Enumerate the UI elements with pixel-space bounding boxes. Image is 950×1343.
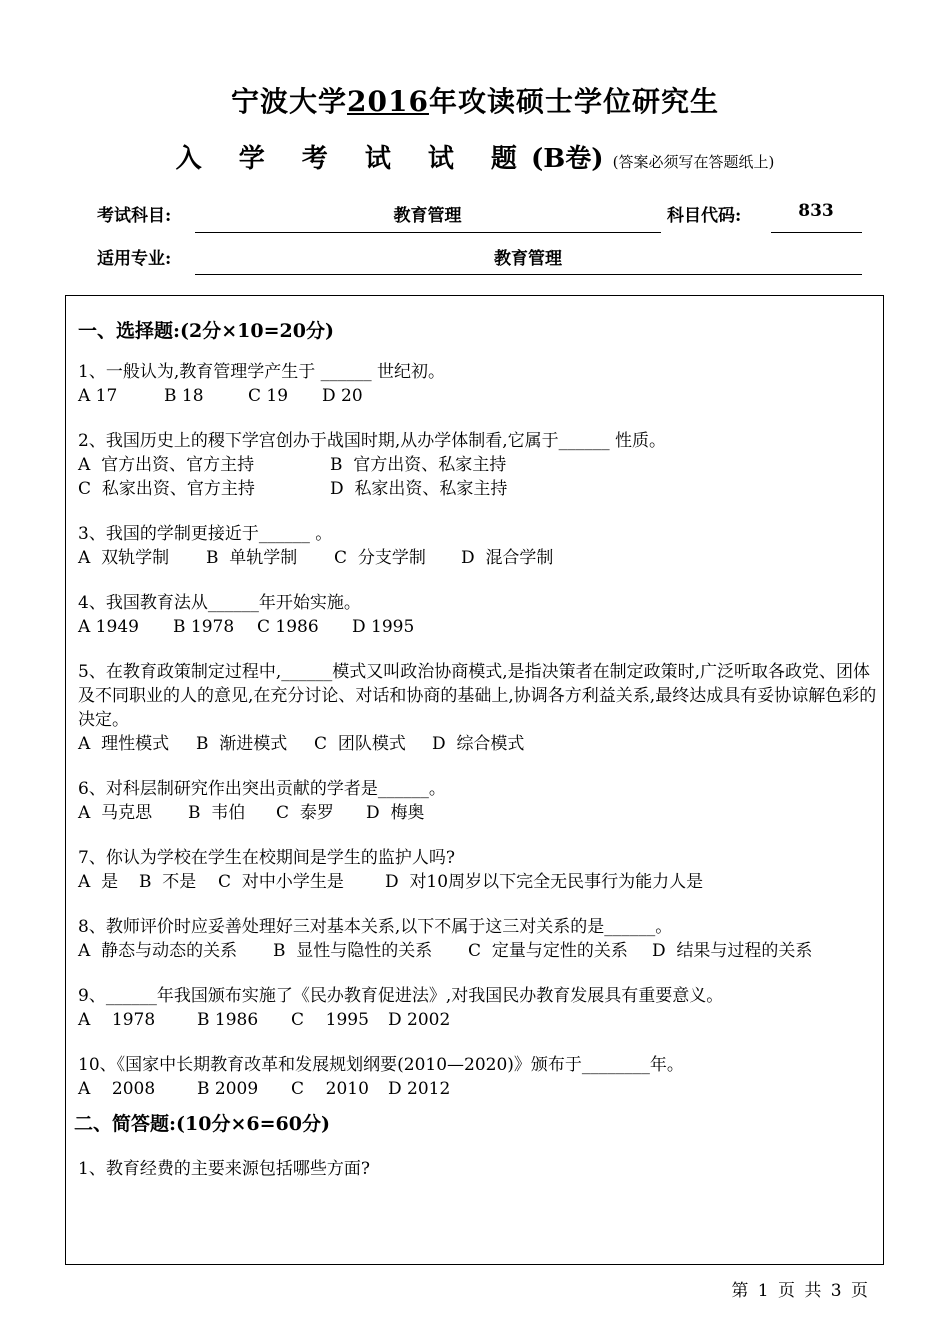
major-value: 教育管理 [494, 249, 562, 269]
option: D 2002 [388, 1010, 451, 1030]
option: C 19 [248, 386, 289, 406]
option: B 官方出资、私家主持 [330, 455, 507, 475]
options-row [78, 384, 878, 408]
option: B 单轨学制 [206, 548, 298, 568]
question-2 [78, 429, 878, 501]
option: A 静态与动态的关系 [78, 941, 238, 961]
options-row [78, 615, 878, 639]
option: C 泰罗 [276, 803, 334, 823]
option: B 18 [164, 386, 204, 406]
major-label: 适用专业: [97, 249, 172, 269]
question-9 [78, 984, 878, 1032]
question-text: 6、对科层制研究作出突出贡献的学者是______。 [78, 779, 446, 799]
option: C 对中小学生是 [218, 872, 344, 892]
option: A 17 [78, 386, 118, 406]
option: A 马克思 [78, 803, 153, 823]
code-label: 科目代码: [667, 206, 742, 226]
question-10 [78, 1053, 878, 1101]
subject-label: 考试科目: [97, 206, 172, 226]
code-underline [771, 232, 862, 233]
subtitle-main: 入 学 考 试 试 题 [175, 144, 531, 174]
options-row [78, 453, 878, 477]
question-text: 3、我国的学制更接近于______ 。 [78, 524, 333, 544]
option: D 2012 [388, 1079, 451, 1099]
question-text: 8、教师评价时应妥善处理好三对基本关系,以下不属于这三对关系的是______。 [78, 917, 673, 937]
question-content [74, 316, 878, 1202]
options-row [78, 732, 878, 756]
question-text: 1、一般认为,教育管理学产生于 ______ 世纪初。 [78, 362, 446, 382]
subject-value: 教育管理 [393, 206, 462, 226]
option: A 官方出资、官方主持 [78, 455, 255, 475]
question-text: 7、你认为学校在学生在校期间是学生的监护人吗? [78, 848, 455, 868]
option: B 2009 [197, 1079, 259, 1099]
title-prefix: 宁波大学 [231, 85, 348, 118]
question-5 [78, 660, 878, 756]
option: D 梅奥 [366, 803, 425, 823]
options-row [78, 801, 878, 825]
question-text: 2、我国历史上的稷下学宫创办于战国时期,从办学体制看,它属于______ 性质。 [78, 431, 667, 451]
question-8 [78, 915, 878, 963]
options-row [78, 1008, 878, 1032]
option: D 1995 [352, 617, 415, 637]
options-row [78, 546, 878, 570]
option: C 1995 [291, 1010, 369, 1030]
option: D 混合学制 [461, 548, 554, 568]
option: D 对10周岁以下完全无民事行为能力人是 [385, 872, 704, 892]
question-7 [78, 846, 878, 894]
option: A 1978 [78, 1010, 156, 1030]
option: A 1949 [78, 617, 139, 637]
option: D 私家出资、私家主持 [330, 479, 508, 499]
subtitle-note: (答案必须写在答题纸上) [612, 153, 775, 171]
option: B 渐进模式 [196, 734, 288, 754]
page-number: 第 1 页 共 3 页 [731, 1281, 870, 1301]
option: A 双轨学制 [78, 548, 170, 568]
question-text: 1、教育经费的主要来源包括哪些方面? [78, 1159, 370, 1179]
option: A 2008 [78, 1079, 156, 1099]
question-4 [78, 591, 878, 639]
question-text: 10、《国家中长期教育改革和发展规划纲要(2010—2020)》颁布于________年。 [78, 1055, 684, 1075]
option: A 理性模式 [78, 734, 170, 754]
title-year: 2016 [347, 85, 429, 118]
options-row [78, 1077, 878, 1101]
option: B 显性与隐性的关系 [273, 941, 433, 961]
question-6 [78, 777, 878, 825]
option: C 分支学制 [334, 548, 426, 568]
title-suffix: 年攻读硕士学位研究生 [428, 85, 719, 118]
subtitle-paper: (B卷) [530, 144, 604, 174]
option: C 私家出资、官方主持 [78, 479, 255, 499]
option: A 是 [78, 872, 119, 892]
option: C 团队模式 [314, 734, 406, 754]
code-value: 833 [798, 201, 834, 221]
option: B 韦伯 [188, 803, 246, 823]
option: D 20 [322, 386, 363, 406]
option: D 综合模式 [432, 734, 525, 754]
option: D 结果与过程的关系 [652, 941, 813, 961]
exam-subtitle [0, 138, 950, 175]
section1-heading: 一、选择题:(2分×10=20分) [78, 320, 334, 342]
question-1 [78, 360, 878, 408]
question-text: 4、我国教育法从______年开始实施。 [78, 593, 361, 613]
subject-underline [195, 232, 661, 233]
option: B 1978 [173, 617, 235, 637]
option: C 1986 [257, 617, 319, 637]
section2-heading: 二、简答题:(10分×6=60分) [74, 1113, 330, 1135]
option: C 2010 [291, 1079, 369, 1099]
major-underline [195, 274, 862, 275]
option: B 1986 [197, 1010, 259, 1030]
options-row [78, 477, 878, 501]
question-3 [78, 522, 878, 570]
short-question-1 [78, 1157, 878, 1181]
options-row [78, 939, 878, 963]
question-text: 9、______年我国颁布实施了《民办教育促进法》,对我国民办教育发展具有重要意义。 [78, 986, 724, 1006]
option: B 不是 [139, 872, 197, 892]
exam-title [0, 80, 950, 120]
options-row [78, 870, 878, 894]
question-text: 5、在教育政策制定过程中,______模式又叫政治协商模式,是指决策者在制定政策时,广泛听取各政党、团体及不同职业的人的意见,在充分讨论、对话和协商的基础上,协调各方利益关系,最终达成具有妥协谅解色彩的决定。 [78, 662, 877, 730]
option: C 定量与定性的关系 [468, 941, 628, 961]
